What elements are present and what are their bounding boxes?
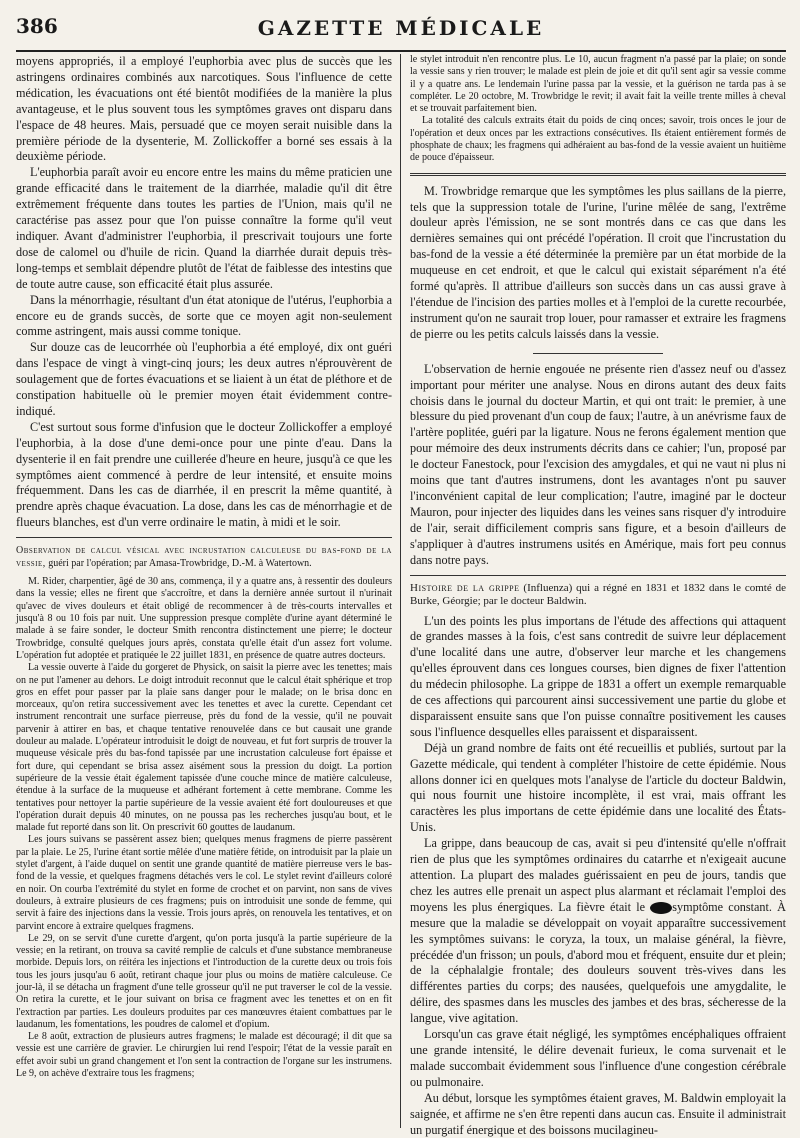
paragraph: moyens appropriés, il a employé l'euphorbia avec plus de succès que les astringens ordinaires combinés aux narcotiques. Sous l'influence de cette médication, les évacuations ont été bientôt modifiées de la manière la plus avantageuse, et le plus souvent tous les symptômes graves ont disparu dans l'espace de 48 heures. Mais, persuadé que ce moyen serait nuisible dans la première période de la dysenterie, M. Zollickoffer a borné ses essais à la deuxième période. — [16, 54, 392, 164]
page-number: 386 — [16, 14, 58, 38]
paragraph: La totalité des calculs extraits était du poids de cinq onces; savoir, trois onces le jour de l'opération et deux onces par les extractions consécutives. Ils étaient entièrement formés de phosphate de chaux; les fragmens qui adhéraient au bas-fond de la vessie avaient un huitième de pouce d'épaisseur. — [410, 115, 786, 164]
page-header — [16, 10, 786, 52]
paragraph: le stylet introduit n'en rencontre plus. Le 10, aucun fragment n'a passé par la plaie; on sonde la vessie sans y rien trouver; le malade est plein de joie et dit qu'il sent agir sa vessie comme il y a quatre ans. Le lendemain l'urine passa par la vessie, et la guérison ne tarda pas à se compléter. Le 20 octobre, M. Trowbridge le revit; il avait fait la veille trente milles à cheval et se trouvait parfaitement bien. — [410, 54, 786, 115]
paragraph-text: La grippe, dans beaucoup de cas, avait si peu d'intensité qu'elle n'offrait rien de plus que les symptômes ordinaires du catarrhe et n'exigeait aucune attention. La plupart des malades guérissaient en peu de jours, tandis que chez les autres elle prenait un aspect plus alarmant et réclamait l'emploi des moyens les plus énergiques. La fièvre était le — [410, 836, 786, 914]
paragraph: Les jours suivans se passèrent assez bien; quelques menus fragmens de pierre passèrent par la plaie. Le 25, l'urine étant sortie mêlée d'une matière fétide, on introduisit par la plaie un stylet d'argent, à l'aide duquel on sentit une grande quantité de matière pierreuse vers le bas-fond de la vessie, et quelques fragmens détachés vers le col. Le stylet revint d'ailleurs coloré en noir. On courba l'extrémité du stylet en forme de crochet et on parvint, non sans de vives douleurs, à extraire plusieurs de ces fragmens; puis on introduisit une sonde de femme, qui servit à faire des injections dans la vessie. Trois jours après, on renouvela les tentatives, et on parvint encore à extraire quelques fragmens. — [16, 834, 392, 932]
paragraph: L'un des points les plus importans de l'étude des affections qui attaquent de grandes masses à la fois, c'est sans contredit de suivre leur déplacement d'une localité dans une autre, d'observer leur marche et les changemens qu'elles éprouvent dans ces longues courses, bien dignes de fixer l'attention du médecin philosophe. La grippe de 1831 a offert un exemple remarquable de ces affections qui parcourent ainsi successivement une partie du globe et disparaissent ensuite sans que l'on puisse connaître positivement les causes sous l'influence desquelles elles paraissent et disparaissent. — [410, 613, 786, 739]
paragraph: C'est surtout sous forme d'infusion que le docteur Zollickoffer a employé l'euphorbia, à la dose d'une demi-once pour une pinte d'eau. Dans la dysenterie il en fait prendre une cuillerée d'heure en heure, jusqu'à ce que les symptômes aient commencé à perdre de leur intensité, et ensuite moins fréquemment. Dans les cas de diarrhée, il en prescrit la même quantité, à prendre après chaque évacuation. La dose, dans les cas de ménorrhagie et de flueurs blanches, est d'un verre ordinaire le matin, à midi et le soir. — [16, 419, 392, 530]
ink-blot — [650, 902, 672, 914]
section-heading-caps: Observation de calcul vésical avec incrustation calculeuse du bas-fond de la vessie, — [16, 545, 392, 570]
paragraph: M. Trowbridge remarque que les symptômes les plus saillans de la pierre, tels que la suppression totale de l'urine, l'urine mêlée de sang, l'extrême douleur après l'émission, ne se sont montrés dans ce cas que dans les dernières semaines qui ont précédé l'opération. Il croit que l'incrustation du bas-fond de la vessie a été déterminée la première par un état morbide de la muqueuse en cet endroit, et que le calcul qui existait séparément n'a été formé qu'après. Il attribue d'ailleurs son succès dans un cas aussi grave à l'étendue de l'incision des parties molles et à l'emploi de la curette recourbée, instrument qu'on ne saurait trop louer, pour ramasser et extraire les fragmens de pierre ou les petits calculs laissés dans la vessie. — [410, 183, 786, 341]
right-column — [402, 54, 787, 1137]
paragraph: M. Rider, charpentier, âgé de 30 ans, commença, il y a quatre ans, à ressentir des douleurs dans la vessie; elles ne firent que s'accroître, et dans la dernière année surtout il n'urinait qu'avec de vives douleurs et était obligé de recommencer à de très-courts intervalles et jusqu'à 8 ou 10 fois par nuit. Une suppression presque complète d'urine ayant déterminé le malade à se faire sonder, le docteur Smith rencontra distinctement une pierre; le docteur Trowbridge, consulté quelques jours après, constata qu'elle était d'un assez fort volume. L'opération fut adoptée et pratiquée le 22 juillet 1831, en présence de quatre autres docteurs. — [16, 576, 392, 661]
section-heading-caps: Histoire de la grippe — [410, 581, 520, 594]
section-heading-rest: guéri par l'opération; par Amasa-Trowbridge, D.-M. à Watertown. — [48, 558, 312, 570]
paragraph: L'euphorbia paraît avoir eu encore entre les mains du même praticien une grande efficacité dans le traitement de la diarrhée, maladie qu'il dit être extrêmement fréquente dans toutes les parties de l'Union, mais qu'il ne caractérise pas assez pour que l'on puisse connaître la forme qu'il veut indiquer. Avant d'administrer l'euphorbia, il prescrivait toujours une forte dose de calomel ou d'huile de ricin. Quand la diarrhée durait depuis très-long-temps et semblait dépendre plutôt de l'état de faiblesse des intestins que de toute autre cause, son efficacité était plus assurée. — [16, 165, 392, 291]
paragraph-text: symptôme constant. À mesure que la maladie se développait on voyait apparaître successivement les symptômes suivans: le coryza, la toux, un malaise général, la fièvre, précédée d'un frisson; un pouls, d'abord mou et fréquent, ensuite dur et plein; de la céphalalgie frontale; des douleurs souvent très-vives dans les différentes parties du corps; des nausées, quelquefois une amygdalite, le délire, des spasmes dans les muscles des jambes et des bras, sécheresse de la langue, vive agitation. — [410, 899, 787, 1026]
newspaper-page — [16, 10, 787, 1137]
section-rule — [16, 537, 392, 538]
paragraph: Sur douze cas de leucorrhée où l'euphorbia a été employé, dix ont guéri dans l'espace de vingt à vingt-cinq jours; les deux autres n'éprouvèrent de soulagement que de fortes évacuations et se liaient à un état de pléthore et de constipation habituelle où le premier moyen était évidemment contre-indiqué. — [16, 340, 392, 418]
left-column — [16, 54, 400, 1128]
paragraph: Lorsqu'un cas grave était négligé, les symptômes encéphaliques offraient une grande intensité, le délire devenait furieux, le coma survenait et le malade succombait évidemment sous l'influence d'une congestion cérébrale ou pulmonaire. — [410, 1027, 786, 1089]
paragraph: Le 8 août, extraction de plusieurs autres fragmens; le malade est découragé; il dit que sa vessie est une carrière de gravier. Le chirurgien lui rend l'espoir; l'état de la vessie paraît en effet avoir subi un grand changement et l'on sent la contraction de l'organe sur les instrumens. Le 9, on achève d'extraire tous les fragmens; — [16, 1031, 392, 1080]
section-heading — [16, 544, 392, 570]
paragraph — [410, 836, 786, 1027]
paragraph: L'observation de hernie engouée ne présente rien d'assez neuf ou d'assez important pour mériter une analyse. Nous en dirons autant des deux faits choisis dans le journal du docteur Martin, et qui ont trait: le premier, à une blessure du pied provenant d'un coup de faux; l'autre, à un anévrisme faux de l'artère poplitée, guéri par la ligature. Nous ne ferons également mention que pour mémoire des deux instruments décrits dans ce cahier; l'un, proposé par le docteur Fanestock, pour l'excision des amygdales, et qui ne vaut ni plus ni moins que tant d'autres instrumens, dont les avantages n'ont pu sauver l'inconvénient capital de leur complication; l'autre, imaginé par le docteur Mauron, pour injecter des liquides dans les veines sans risquer d'y introduire de l'air, serait difficilement compris sans figure, et a besoin d'ailleurs de s'appliquer à d'autres instrumens usités en Amérique, mais fort peu connus dans notre pays. — [410, 361, 786, 567]
section-heading — [410, 582, 786, 608]
paragraph: Au début, lorsque les symptômes étaient graves, M. Baldwin employait la saignée, et affirme ne s'en être repenti dans aucun cas. Ensuite il administrait un purgatif énergique et des boissons mucilagineu- — [410, 1090, 786, 1137]
paragraph: La vessie ouverte à l'aide du gorgeret de Physick, on saisit la pierre avec les tenettes; mais on ne put l'amener au dehors. Le doigt introduit reconnut que le calcul était sphérique et trop gros en effet pour passer par la plaie sans danger pour le malade; on le brisa donc en morceaux, qu'on retira successivement avec les tenettes et avec la curette. Cependant cet instrument rencontrait une surface pierreuse, près du fond de la vessie, qu'il ne pouvait parvenir à attirer en bas, et chaque tentative renouvelée dans ce but causait une grande douleur au malade. L'opérateur introduisit le doigt de nouveau, et fut fort surpris de trouver la muqueuse vésicale près du bas-fond tapissée par une incrustation calculeuse fort épaisse et fort dure, qui cependant se brisa assez aisément sous la pression du doigt. La portion supérieure de la vessie était également tapissée d'une couche mince de matière calculeuse, étendue à la surface de la muqueuse et adhérant fortement à cette membrane. Comme les tentatives pour nettoyer la partie supérieure de la vessie avaient été fort douloureuses et que l'opération durait depuis 40 minutes, on ne poussa pas les recherches jusqu'au bout, et le malade fut reporté dans son lit. On prescrivit 60 gouttes de laudanum. — [16, 662, 392, 834]
paragraph: Dans la ménorrhagie, résultant d'un état atonique de l'utérus, l'euphorbia a encore eu de grands succès, de sorte que ce moyen agit non-seulement comme astringent, mais aussi comme tonique. — [16, 292, 392, 339]
section-rule — [410, 173, 786, 176]
paragraph: Déjà un grand nombre de faits ont été recueillis et publiés, surtout par la Gazette médicale, qui tendent à compléter l'histoire de cette épidémie. Nous allons donner ici en quelques mots l'analyse de l'article du docteur Baldwin, qui nous fournit une histoire incomplète, il est vrai, mais offrant les caractères les plus importans de cette épidémie dans une localité des États-Unis. — [410, 740, 786, 835]
section-separator — [533, 353, 663, 354]
columns — [16, 54, 787, 1137]
running-title: GAZETTE MÉDICALE — [257, 16, 545, 40]
section-heading-rest: (Influenza) qui a régné en 1831 et 1832 dans le comté de Burke, Géorgie; par le docteur Baldwin. — [410, 581, 787, 607]
section-rule — [410, 575, 786, 576]
paragraph: Le 29, on se servit d'une curette d'argent, qu'on porta jusqu'à la partie supérieure de la vessie; en la retirant, on trouva sa cavité remplie de calculs et d'une substance membraneuse morbide. Depuis lors, on réitéra les injections et l'introduction de la curette deux ou trois fois tous les jours jusqu'au 6 août, retirant chaque jour plus ou moins de matière calculeuse. Ce jour-là, il se détacha un fragment d'une telle grosseur qu'il ne put traverser le col de la vessie. On retira la curette, et le jour suivant on brisa ce fragment avec les tenettes et on en fit l'extraction par parties. Les douleurs produites par ces manœuvres étaient combattues par le laudanum, les fomentations, les poudres de calomel et d'opium. — [16, 932, 392, 1030]
